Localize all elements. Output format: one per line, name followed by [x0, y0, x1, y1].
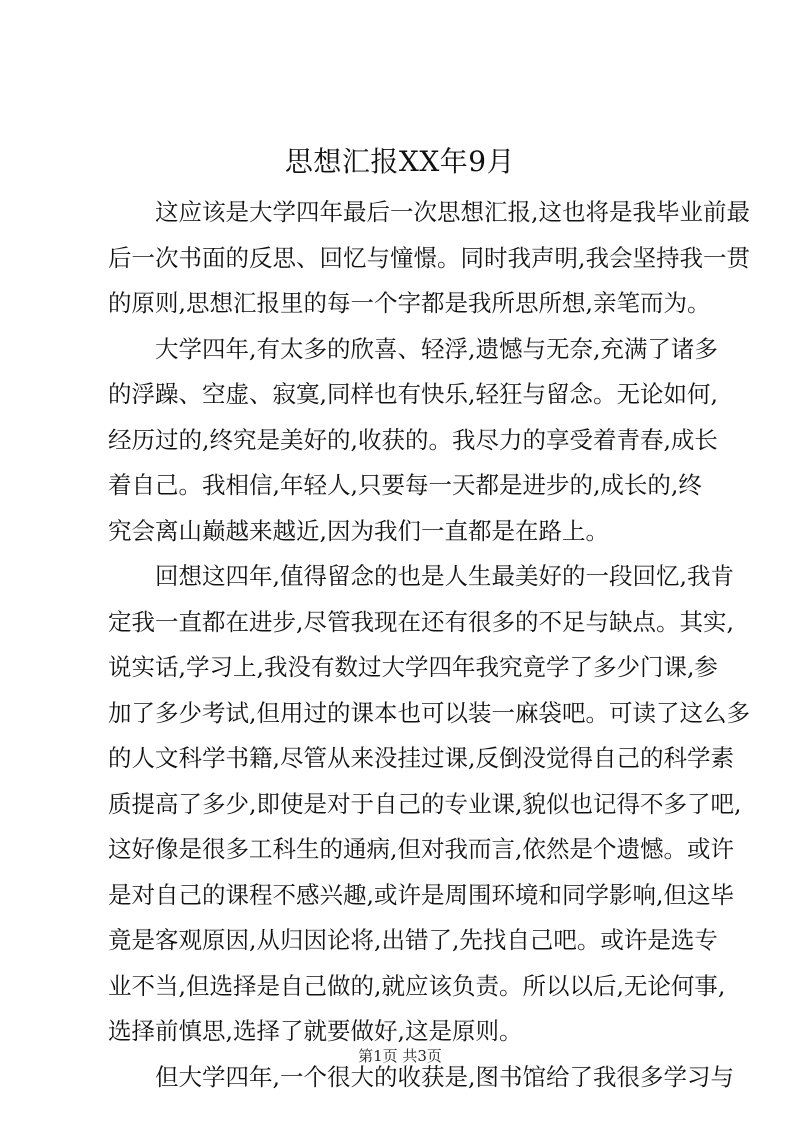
paragraph-3-line-3: 说实话,学习上,我没有数过大学四年我究竟学了多少门课,参	[108, 653, 718, 681]
paragraph-3-line-5: 的人文科学书籍,尽管从来没挂过课,反倒没觉得自己的科学素	[108, 744, 734, 772]
paragraph-3-line-7: 这好像是很多工科生的通病,但对我而言,依然是个遗憾。或许	[108, 835, 734, 863]
paragraph-4-line-1: 但大学四年,一个很大的收获是,图书馆给了我很多学习与	[155, 1062, 734, 1091]
paragraph-3-line-9: 竟是客观原因,从归因论将,出错了,先找自己吧。或许是选专	[108, 926, 718, 954]
paragraph-3-line-11: 选择前慎思,选择了就要做好,这是原则。	[108, 1017, 523, 1045]
paragraph-2-line-1: 大学四年,有太多的欣喜、轻浮,遗憾与无奈,充满了诸多	[155, 334, 718, 363]
paragraph-3-line-1: 回想这四年,值得留念的也是人生最美好的一段回忆,我肯	[155, 562, 734, 590]
paragraph-2-line-5: 究会离山巅越来越近,因为我们一直都是在路上。	[108, 516, 609, 545]
paragraph-1-line-2: 后一次书面的反思、回忆与憧憬。同时我声明,我会坚持我一贯	[108, 243, 750, 272]
paragraph-3-line-2: 定我一直都在进步,尽管我现在还有很多的不足与缺点。其实,	[108, 607, 734, 636]
paragraph-3-line-4: 加了多少考试,但用过的课本也可以装一麻袋吧。可读了这么多	[108, 698, 750, 727]
document-title: 思想汇报XX年9月	[284, 145, 516, 178]
page-number: 第1页 共3页	[358, 1047, 442, 1065]
paragraph-3-line-6: 质提高了多少,即使是对于自己的专业课,貌似也记得不多了吧,	[108, 789, 742, 818]
paragraph-2-line-3: 经历过的,终究是美好的,收获的。我尽力的享受着青春,成长	[108, 425, 718, 454]
paragraph-1-line-1: 这应该是大学四年最后一次思想汇报,这也将是我毕业前最	[155, 198, 750, 226]
paragraph-2-line-2: 的浮躁、空虚、寂寞,同样也有快乐,轻狂与留念。无论如何,	[108, 380, 718, 408]
paragraph-3-line-10: 业不当,但选择是自己做的,就应该负责。所以以后,无论何事,	[108, 971, 726, 1000]
paragraph-3-line-8: 是对自己的课程不感兴趣,或许是周围环境和同学影响,但这毕	[108, 880, 734, 909]
paragraph-2-line-4: 着自己。我相信,年轻人,只要每一天都是进步的,成长的,终	[108, 471, 702, 499]
document-body	[108, 190, 750, 1100]
paragraph-1-line-3: 的原则,思想汇报里的每一个字都是我所思所想,亲笔而为。	[108, 289, 711, 317]
